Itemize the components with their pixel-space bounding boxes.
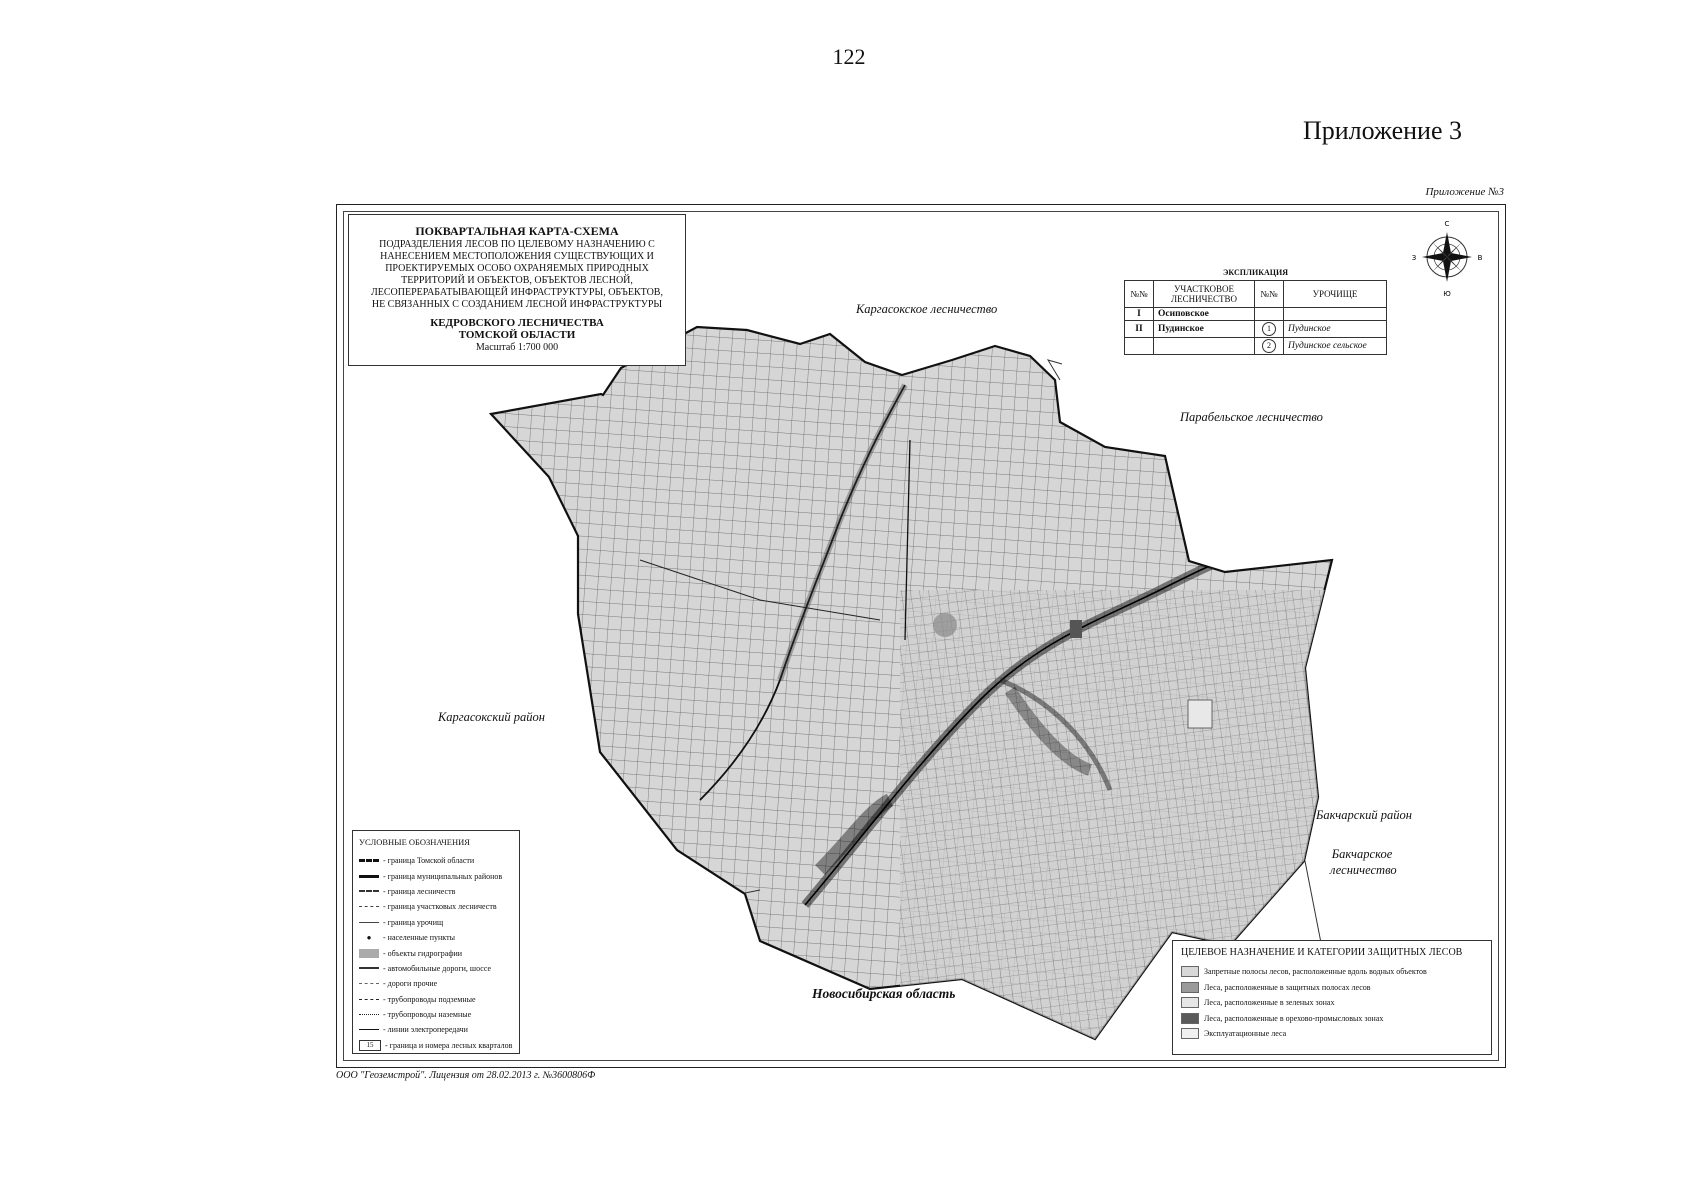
purpose-swatch	[1181, 1028, 1199, 1039]
settlement-icon: ●	[366, 932, 372, 942]
compass-w: З	[1411, 254, 1417, 262]
quarter-number-icon: 15	[359, 1040, 381, 1051]
power-line-icon	[359, 1029, 379, 1030]
table-cell: Осиповское	[1154, 308, 1255, 321]
table-cell: II	[1125, 321, 1154, 338]
map-region-name: ТОМСКОЙ ОБЛАСТИ	[458, 329, 576, 341]
copyright-note: ООО "Геоземстрой". Лицензия от 28.02.2013 г. №3600806Ф	[336, 1070, 596, 1081]
pipeline-underground-icon	[359, 999, 379, 1000]
map-title: ПОКВАРТАЛЬНАЯ КАРТА-СХЕМА	[415, 224, 619, 238]
explication-caption: ЭКСПЛИКАЦИЯ	[1222, 268, 1288, 277]
page-number: 122	[832, 44, 866, 69]
legend-item: - линии электропередачи	[353, 1022, 519, 1037]
legend-item: - граница муниципальных районов	[353, 868, 519, 883]
compass-rose-icon	[1410, 216, 1484, 298]
purpose-swatch	[1181, 997, 1199, 1008]
legend-item: - граница урочищ	[353, 915, 519, 930]
table-cell	[1255, 321, 1284, 338]
table-cell: Пудинское сельское	[1284, 338, 1387, 355]
map-scale: Масштаб 1:700 000	[475, 342, 559, 353]
purpose-item: Запретные полосы лесов, расположенные вдоль водных объектов	[1173, 964, 1491, 980]
highway-icon	[359, 967, 379, 969]
legend-item: - дороги прочие	[353, 976, 519, 991]
legend-item: 15 - граница и номера лесных кварталов	[353, 1038, 519, 1053]
explication-header: УЧАСТКОВОЕ ЛЕСНИЧЕСТВО	[1154, 281, 1255, 308]
region-border-icon	[359, 859, 379, 862]
compass-e: В	[1477, 254, 1483, 262]
table-cell: I	[1125, 308, 1154, 321]
explication-header: №№	[1255, 281, 1284, 308]
pipeline-surface-icon	[359, 1014, 379, 1015]
appendix-title: Приложение 3	[1302, 116, 1462, 145]
legend-item: - трубопроводы подземные	[353, 992, 519, 1007]
appendix-number-label: Приложение №3	[1425, 186, 1504, 198]
legend-item: - трубопроводы наземные	[353, 1007, 519, 1022]
map-subtitle: ПОДРАЗДЕЛЕНИЯ ЛЕСОВ ПО ЦЕЛЕВОМУ НАЗНАЧЕНИЮ С НАНЕСЕНИЕМ МЕСТОПОЛОЖЕНИЯ СУЩЕСТВУЮЩИХ И ПРОЕКТИРУЕМЫХ ОСОБО ОХРАНЯЕМЫХ ПРИРОДНЫХ ТЕРРИТОРИЙ И ОБЪЕКТОВ, ОБЪЕКТОВ ЛЕСНОЙ, ЛЕСОПЕРЕРАБАТЫВАЮЩЕЙ ИНФРАСТРУКТУРЫ, ОБЪЕКТОВ, НЕ СВЯЗАННЫХ С СОЗДАНИЕМ ЛЕСНОЙ ИНФРАСТРУКТУРЫ	[371, 239, 663, 310]
compass-s: Ю	[1443, 290, 1451, 298]
purpose-swatch	[1181, 966, 1199, 977]
purpose-item: Леса, расположенные в зеленых зонах	[1173, 995, 1491, 1011]
compass-n: С	[1444, 220, 1450, 228]
legend-item: - автомобильные дороги, шоссе	[353, 961, 519, 976]
legend-item: - граница участковых лесничеств	[353, 899, 519, 914]
table-cell: Пудинское	[1284, 321, 1387, 338]
label-southeast-district: Бакчарский район	[1316, 808, 1412, 822]
legend-item: ● - населенные пункты	[353, 930, 519, 945]
table-row	[1125, 338, 1387, 355]
legend-title: УСЛОВНЫЕ ОБОЗНАЧЕНИЯ	[359, 837, 470, 847]
tract-number: 1	[1262, 322, 1276, 336]
hydrography-icon	[359, 949, 379, 958]
purpose-item: Леса, расположенные в орехово-промысловых зонах	[1173, 1011, 1491, 1027]
explication-header: №№	[1125, 281, 1154, 308]
explication-header: УРОЧИЩЕ	[1284, 281, 1387, 308]
legend-box	[352, 830, 520, 1054]
label-east-forestry: Парабельское лесничество	[1180, 410, 1323, 424]
tract-border-icon	[359, 922, 379, 923]
table-cell: Пудинское	[1154, 321, 1255, 338]
explication-table	[1124, 268, 1387, 355]
purpose-swatch	[1181, 1013, 1199, 1024]
map-title-box	[348, 214, 686, 366]
table-row	[1125, 321, 1387, 338]
purpose-legend-box	[1172, 940, 1492, 1055]
legend-item: - граница лесничеств	[353, 884, 519, 899]
purpose-item: Эксплуатационные леса	[1173, 1026, 1491, 1042]
legend-item: - объекты гидрографии	[353, 945, 519, 960]
purpose-swatch	[1181, 982, 1199, 993]
district-border-icon	[359, 875, 379, 878]
purpose-item: Леса, расположенные в защитных полосах лесов	[1173, 980, 1491, 996]
table-cell	[1154, 338, 1255, 355]
label-north-forestry: Каргасокское лесничество	[856, 302, 998, 316]
road-icon	[359, 983, 379, 984]
table-row	[1125, 308, 1387, 321]
label-west-district: Каргасокский район	[438, 710, 546, 724]
table-cell	[1255, 338, 1284, 355]
label-southeast-forestry: Бакчарское лесничество	[1330, 847, 1397, 877]
table-cell	[1255, 308, 1284, 321]
tract-number: 2	[1262, 339, 1276, 353]
label-south-region: Новосибирская область	[812, 986, 956, 1001]
district-forestry-border-icon	[359, 906, 379, 907]
forestry-border-icon	[359, 890, 379, 892]
table-cell	[1284, 308, 1387, 321]
purpose-title: ЦЕЛЕВОЕ НАЗНАЧЕНИЕ И КАТЕГОРИИ ЗАЩИТНЫХ ЛЕСОВ	[1181, 947, 1463, 958]
table-cell	[1125, 338, 1154, 355]
legend-item: - граница Томской области	[353, 853, 519, 868]
map-forestry-name: КЕДРОВСКОГО ЛЕСНИЧЕСТВА	[430, 317, 604, 329]
